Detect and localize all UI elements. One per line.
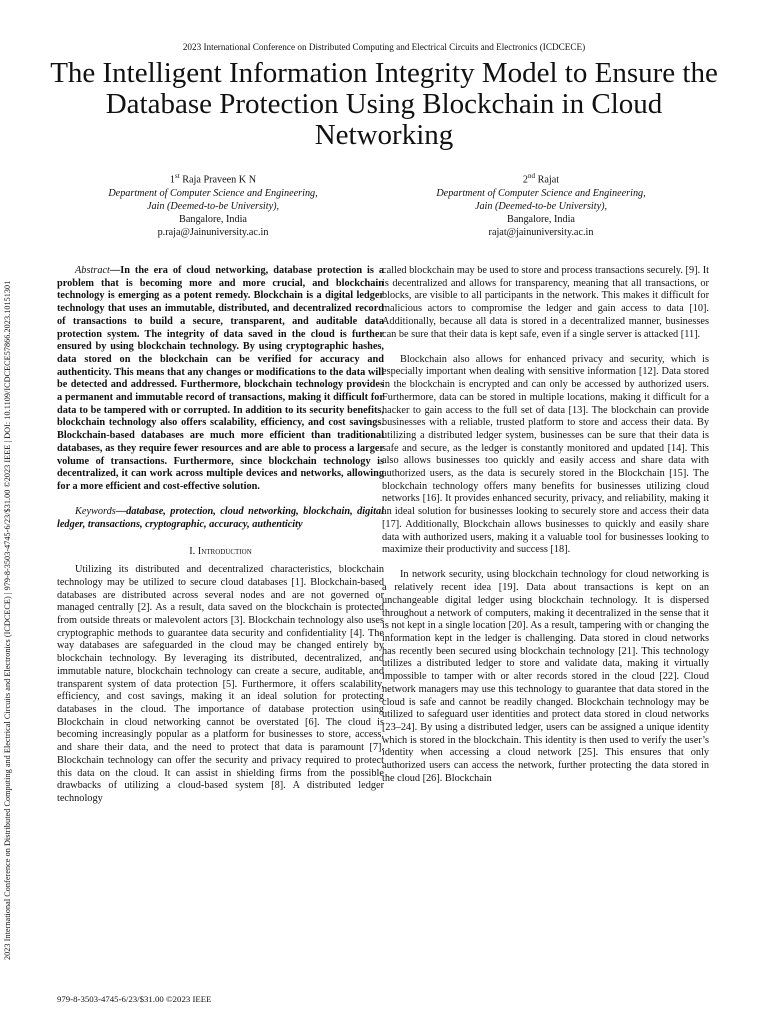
author-ordinal-suffix: st	[175, 172, 180, 180]
author-department: Department of Computer Science and Engineering,	[108, 187, 318, 199]
abstract-text: —In the era of cloud networking, database protection is a problem that is becoming more and more crucial, and blockchain technology is emerging as a potent remedy. Blockchain is a digital ledger technology that uses an immutable, distributed, and decentralized record of transactions to build a secure, transparent, and auditable data protection system. The integrity of data saved in the cloud is further ensured by using blockchain technology. By using cryptographic hashes, data stored on the blockchain can be verified for accuracy and authenticity. This means that any changes or modifications to the data will be detected and addressed. Furthermore, blockchain technology provides a permanent and immutable record of transactions, making it difficult for data to be tampered with or corrupted. In addition to its security benefits, blockchain technology also offers scalability, efficiency, and cost savings. Blockchain-based databases are much more efficient than traditional databases, as they require fewer resources and are able to process a larger volume of transactions. Furthermore, since blockchain technology is decentralized, it can work across multiple devices and networks, allowing for a more efficient and cost-effective solution.	[57, 265, 384, 492]
author-ordinal: 1	[169, 174, 176, 186]
author-institution: Jain (Deemed-to-be University),	[146, 200, 280, 212]
side-identifier-text: 2023 International Conference on Distributed Computing and Electrical Circuits and Electronics (ICDCECE) | 979-8-3503-4745-6/23/$31.00 ©2023 IEEE | DOI: 10.1109/ICDCECE57866.2023.10151301	[3, 280, 12, 960]
author-name-line	[391, 170, 691, 187]
keywords-text: —database, protection, cloud networking, blockchain, digital ledger, transactions, cryptographic, accuracy, authenticity	[57, 506, 384, 530]
author-name-line	[63, 170, 363, 187]
author-location: Bangalore, India	[507, 214, 575, 225]
intro-paragraph: Utilizing its distributed and decentralized characteristics, blockchain technology may be utilized to secure cloud databases [1]. Blockchain-based databases are distributed across several nodes and are not governed or managed centrally [2]. As a result, data saved on the blockchain is protected from outside threats or malevolent actors [3]. Blockchain technology also uses cryptographic methods to guarantee data security and confidentiality [4]. The way databases are safeguarded in the cloud may be changed entirely by blockchain technology. By leveraging its distributed, decentralized, and immutable nature, blockchain technology can create a secure, auditable, and transparent system of data protection [5]. Furthermore, it offers scalability, efficiency, and cost savings, making it an ideal solution for protecting databases in the cloud. The importance of database protection using Blockchain in cloud networking cannot be overstated [6]. The cloud is becoming increasingly popular as a platform for businesses to store, access, and share their data, and the need to protect that data is paramount [7]. Blockchain technology can offer the security and privacy required to protect this data on the cloud. It can assist in shielding firms from the possible drawbacks of utilizing a cloud-based system [8]. A distributed ledger technology	[57, 564, 384, 804]
keywords-label: Keywords	[75, 506, 116, 518]
author-ordinal: 2	[522, 174, 529, 186]
body-paragraph: In network security, using blockchain technology for cloud networking is a relatively recent idea [19]. Data about transactions is kept on an unchangeable digital ledger using blockchain technology. It is dispersed throughout a network of computers, making it decentralized in the sense that it is not kept in a single location [20]. As a result, tampering with or changing the information kept in the ledger is challenging. Data stored in cloud networks has recently been secured using blockchain technology [21]. This technology utilizes a distributed ledger to store and validate data, making it virtually impossible to tamper with or alter records stored in the cloud [22]. Cloud network managers may use this technology to guarantee that data stored in the cloud is safe and cannot be readily changed. Blockchain technology may be utilized to safeguard user identities and protect data stored in cloud networks [23–24]. By using a distributed ledger, users can be assigned a unique identity which is stored in the blockchain. This identity is then used to verify the user’s identity when accessing a cloud network [25]. This ensures that only authorized users can access the network, further protecting the data stored in the cloud [26]. Blockchain	[382, 569, 709, 784]
author-department: Department of Computer Science and Engineering,	[436, 187, 646, 199]
author-email: rajat@jainuniversity.ac.in	[488, 227, 594, 239]
author-name: Rajat	[537, 174, 560, 186]
keywords-paragraph	[57, 506, 384, 531]
body-paragraph: called blockchain may be used to store and process transactions securely. [9]. It is decentralized and allows for transparency, meaning that all transactions, or blocks, are visible to all participants in the network. This makes it difficult for malicious actors to compromise the ledger and gain access to data [10]. Additionally, because all data is stored in a decentralized manner, businesses can be sure that their data is kept safe, even if a single server is attacked [11].	[382, 265, 710, 340]
footer-copyright: 979-8-3503-4745-6/23/$31.00 ©2023 IEEE	[57, 994, 212, 1004]
author-block	[63, 170, 363, 239]
body-paragraph: Blockchain also allows for enhanced privacy and security, which is especially important when dealing with sensitive information [12]. Data stored in the blockchain is encrypted and can only be accessed by authorized users. Furthermore, data can be stored in multiple locations, making it difficult for a hacker to gain access to the full set of data [13]. The blockchain can provide businesses with a reliable, trusted platform to store and access their data. By utilizing a distributed ledger system, businesses can be sure that their data is safe and secure, as the ledger is constantly monitored and updated [14]. This also allows businesses too quickly and easily access and share data with authorized users, as the data is securely stored in the Blockchain [15]. The blockchain technology offers many benefits for businesses utilizing cloud networks [16]. It provides enhanced security, privacy, and reliability, making it an ideal solution for businesses looking to securely store and access their data [17]. Additionally, Blockchain allows businesses to quickly and easily share data with authorized users, making it a valuable tool for businesses looking to maximize their productivity and success [18].	[382, 353, 709, 556]
section-heading-introduction: I. Introduction	[189, 545, 252, 557]
paper-title: The Intelligent Information Integrity Model to Ensure the Database Protection Using Blockchain in Cloud Networking	[50, 57, 718, 151]
abstract-paragraph	[57, 265, 384, 494]
author-block	[391, 170, 691, 239]
conference-header: 2023 International Conference on Distributed Computing and Electrical Circuits and Electronics (ICDCECE)	[182, 42, 586, 52]
left-column	[57, 265, 384, 806]
abstract-label: Abstract	[75, 265, 110, 276]
author-email: p.raja@Jainuniversity.ac.in	[157, 227, 269, 239]
right-column	[382, 265, 709, 785]
author-name: Raja Praveen K N	[182, 174, 257, 186]
author-location: Bangalore, India	[179, 214, 247, 225]
author-ordinal-suffix: nd	[528, 172, 536, 180]
author-institution: Jain (Deemed-to-be University),	[474, 200, 608, 212]
